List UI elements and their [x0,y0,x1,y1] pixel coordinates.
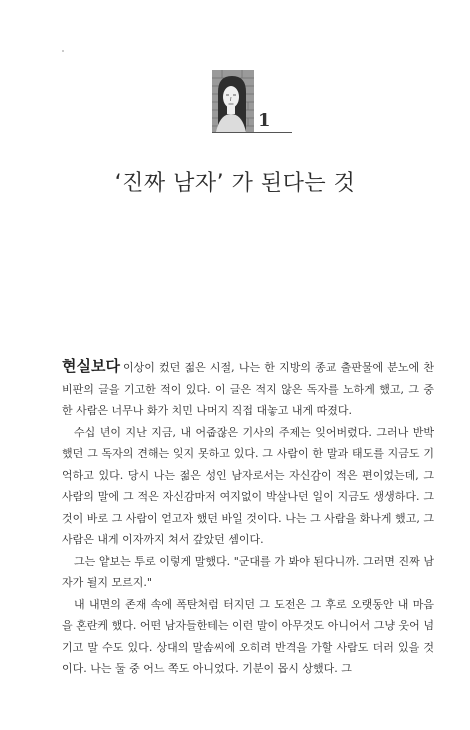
body-text [62,356,434,680]
chapter-rule [212,132,292,133]
woman-portrait-icon [212,70,254,132]
paragraph-2: 수십 년이 지난 지금, 내 어줍잖은 기사의 주제는 잊어버렸다. 그러나 반박했던 그 독자의 견해는 잊지 못하고 있다. 그 사람이 한 말과 태도를 지금도 기억하고 있다. 당시 나는 젊은 성인 남자로서는 자신감이 적은 편이었는데, 그 사람의 말에 그 적은 자신감마저 여지없이 박살나던 일이 지금도 생생하다. 그것이 바로 그 사람이 얻고자 했던 바일 것이다. 나는 그 사람을 화나게 했고, 그 사람은 내게 이자까지 쳐서 갚았던 셈이다. [62,425,434,546]
paragraph-1 [62,356,434,422]
lead-word: 현실보다 [62,357,120,375]
paragraph-4: 내 내면의 존재 속에 폭탄처럼 터지던 그 도전은 그 후로 오랫동안 내 마음을 혼란케 했다. 어떤 남자들한테는 이런 말이 아무것도 아니어서 그냥 웃어 넘기고 말 수도 있다. 상대의 말솜씨에 오히려 반격을 가할 사람도 더러 있을 것이다. 나는 둘 중 어느 쪽도 아니었다. 기분이 몹시 상했다. 그 [62,597,434,675]
paragraph-3: 그는 얕보는 투로 이렇게 말했다. "군대를 가 봐야 된다니까. 그러면 진짜 남자가 될지 모르지." [62,554,434,589]
paragraph-text: 이상이 컸던 젊은 시절, 나는 한 지방의 종교 출판물에 분노에 찬 비판의 글을 기고한 적이 있다. 이 글은 적지 않은 독자를 노하게 했고, 그 중 한 사람은 너무나 화가 치민 나머지 직접 대놓고 내게 따졌다. [62,361,434,417]
chapter-title: ‘진짜 남자’ 가 된다는 것 [114,171,356,196]
page-speck [62,50,64,52]
chapter-number: 1 [258,110,271,131]
